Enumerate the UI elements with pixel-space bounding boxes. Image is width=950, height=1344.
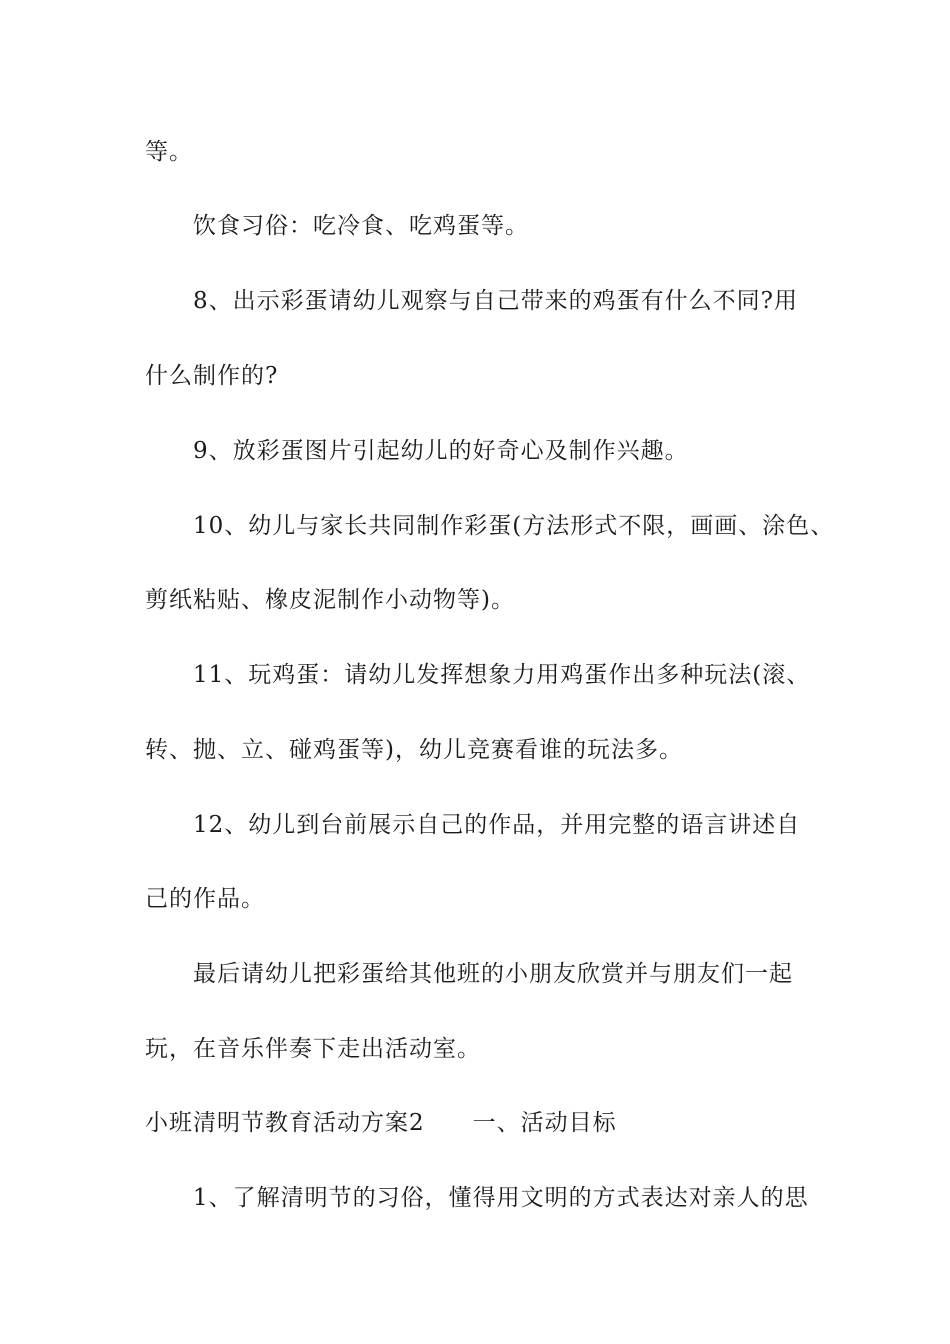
document-title: 小班清明节教育活动方案2 (145, 1110, 425, 1136)
paragraph-line: 玩，在音乐伴奏下走出活动室。 (145, 1036, 481, 1062)
paragraph-line: 12、幼儿到台前展示自己的作品，并用完整的语言讲述自 (193, 812, 801, 838)
paragraph-line: 转、抛、立、碰鸡蛋等)，幼儿竞赛看谁的玩法多。 (145, 737, 683, 763)
paragraph-line: 最后请幼儿把彩蛋给其他班的小朋友欣赏并与朋友们一起 (193, 961, 793, 987)
paragraph-line: 8、出示彩蛋请幼儿观察与自己带来的鸡蛋有什么不同?用 (193, 288, 798, 314)
paragraph-line: 1、了解清明节的习俗，懂得用文明的方式表达对亲人的思 (193, 1185, 809, 1211)
paragraph-line: 等。 (145, 139, 193, 165)
paragraph-line: 11、玩鸡蛋：请幼儿发挥想象力用鸡蛋作出多种玩法(滚、 (193, 662, 811, 688)
paragraph-line: 饮食习俗：吃冷食、吃鸡蛋等。 (193, 213, 529, 239)
paragraph-line: 剪纸粘贴、橡皮泥制作小动物等)。 (145, 587, 515, 613)
section-heading (145, 1108, 617, 1138)
paragraph-line: 10、幼儿与家长共同制作彩蛋(方法形式不限，画画、涂色、 (193, 513, 835, 539)
section-title: 一、活动目标 (472, 1110, 617, 1136)
paragraph-line: 己的作品。 (145, 886, 265, 912)
paragraph-line: 什么制作的? (145, 363, 279, 389)
paragraph-line: 9、放彩蛋图片引起幼儿的好奇心及制作兴趣。 (193, 438, 689, 464)
